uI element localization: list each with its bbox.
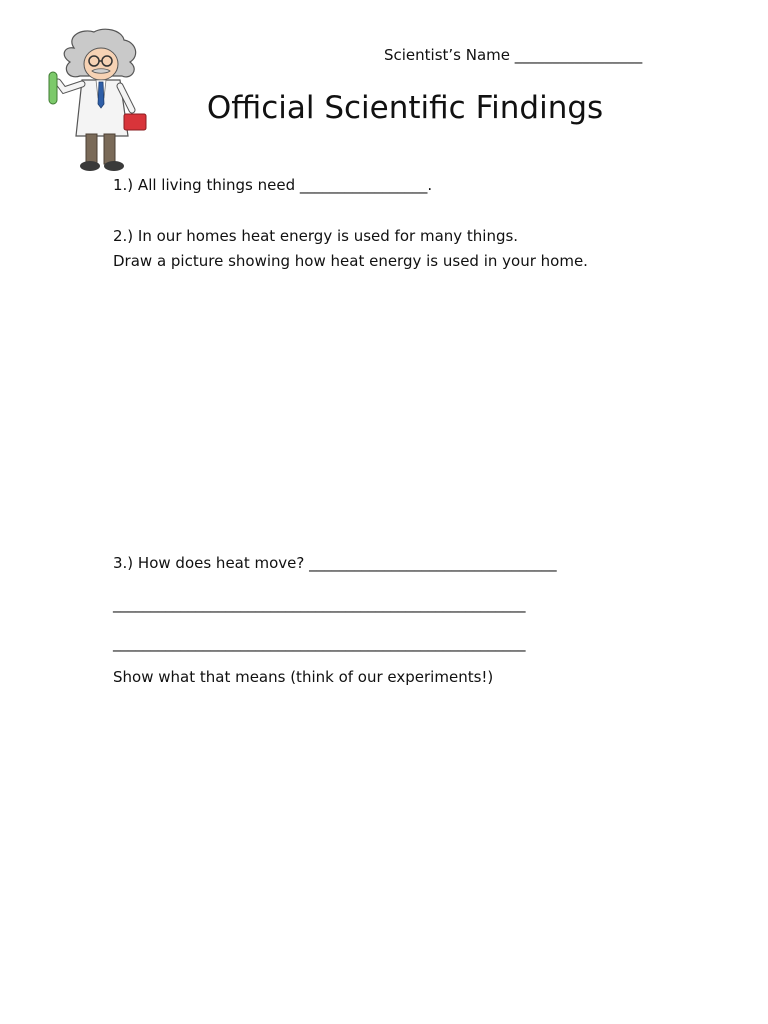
question-2-text: 2.) In our homes heat energy is used for many things. [113,227,519,245]
answer-line-1[interactable]: _______________________________________________________ [113,595,526,613]
page-title: Official Scientific Findings [206,90,604,126]
answer-line-2[interactable]: _______________________________________________________ [113,634,526,652]
question-2-instruction: Draw a picture showing how heat energy is used in your home. [113,252,588,270]
show-prompt: Show what that means (think of our experiments!) [113,668,494,686]
drawing-area-heat-use[interactable] [113,282,653,532]
question-3: 3.) How does heat move? _________________________________ [113,554,557,572]
drawing-area-heat-movement[interactable] [113,700,653,980]
question-1: 1.) All living things need _________________. [113,176,433,194]
scientist-name-field[interactable]: Scientist’s Name _________________ [384,46,643,64]
